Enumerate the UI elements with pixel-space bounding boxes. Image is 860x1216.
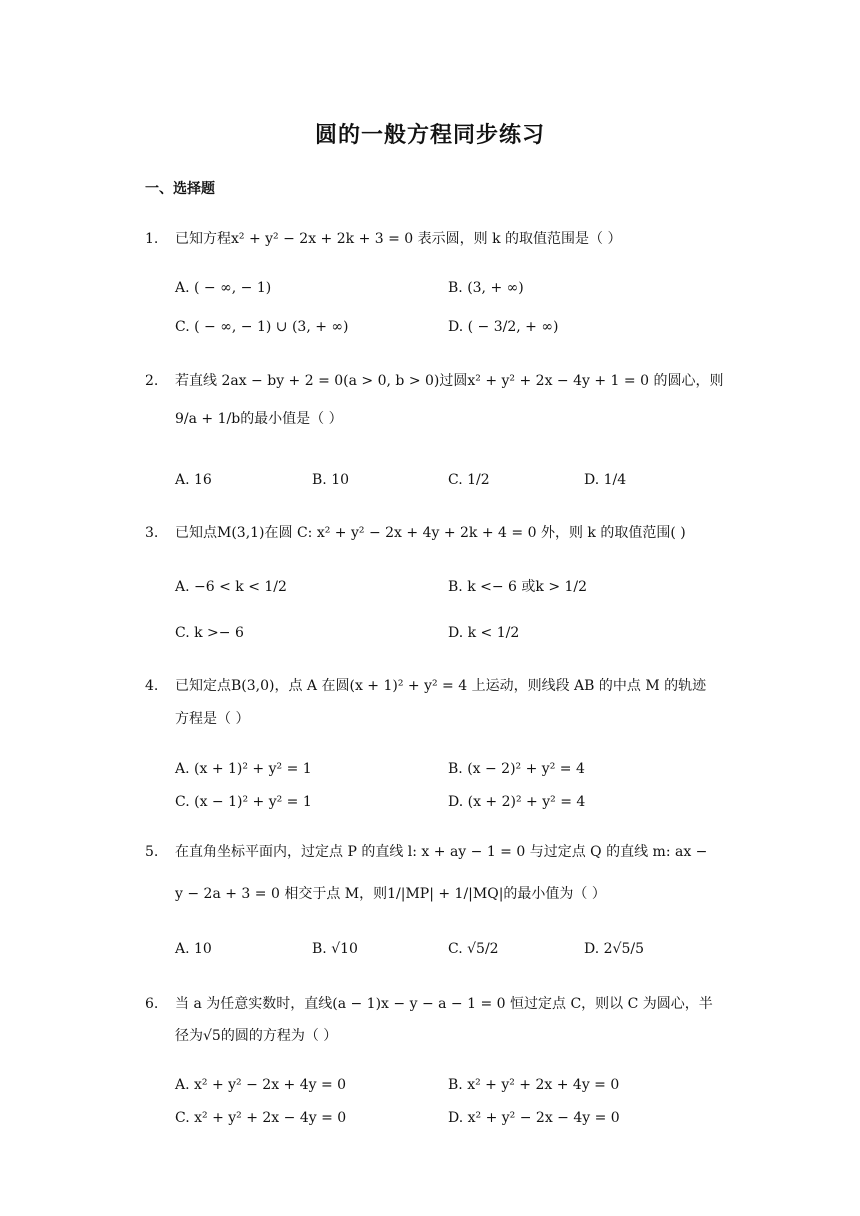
option-b: B. x² + y² + 2x + 4y = 0 (448, 1077, 620, 1093)
option-b: B. 10 (312, 472, 350, 488)
question-text: 已知方程x² + y² − 2x + 2k + 3 = 0 表示圆，则 k 的取值范围是（ ） (175, 231, 622, 247)
option-d: D. 1/4 (584, 472, 627, 488)
option-a: A. −6 < k < 1/2 (175, 579, 287, 595)
option-d: D. (x + 2)² + y² = 4 (448, 794, 586, 810)
question-text: 9/a + 1/b的最小值是（ ） (175, 411, 343, 427)
question-number: 1. (145, 231, 159, 247)
option-b: B. k <− 6 或k > 1/2 (448, 579, 588, 595)
option-a: A. 16 (175, 472, 212, 488)
option-d: D. 2√5/5 (584, 941, 644, 957)
option-c: C. x² + y² + 2x − 4y = 0 (175, 1110, 347, 1126)
question-number: 3. (145, 525, 159, 541)
question-text: 若直线 2ax − by + 2 = 0(a > 0, b > 0)过圆x² + y² + 2x − 4y + 1 = 0 的圆心，则 (175, 373, 724, 389)
option-c: C. √5/2 (448, 941, 499, 957)
question-text: 当 a 为任意实数时，直线(a − 1)x − y − a − 1 = 0 恒过定点 C，则以 C 为圆心，半 (175, 996, 713, 1012)
question-text: y − 2a + 3 = 0 相交于点 M，则1/|MP| + 1/|MQ|的最小值为（ ） (175, 886, 606, 902)
question-text: 径为√5的圆的方程为（ ） (175, 1028, 338, 1044)
option-c: C. ( − ∞, − 1) ∪ (3, + ∞) (175, 319, 349, 335)
option-c: C. (x − 1)² + y² = 1 (175, 794, 312, 810)
question-text: 方程是（ ） (175, 711, 250, 727)
option-d: D. ( − 3/2, + ∞) (448, 319, 559, 335)
section-heading: 一、选择题 (145, 181, 215, 197)
option-a: A. 10 (175, 941, 212, 957)
question-number: 2. (145, 373, 159, 389)
option-a: A. (x + 1)² + y² = 1 (175, 761, 312, 777)
option-b: B. √10 (312, 941, 358, 957)
page-title: 圆的一般方程同步练习 (314, 123, 545, 148)
question-number: 5. (145, 844, 159, 860)
question-number: 6. (145, 996, 159, 1012)
question-number: 4. (145, 678, 159, 694)
option-c: C. 1/2 (448, 472, 490, 488)
option-c: C. k >− 6 (175, 625, 244, 641)
option-b: B. (x − 2)² + y² = 4 (448, 761, 585, 777)
question-text: 已知定点B(3,0)，点 A 在圆(x + 1)² + y² = 4 上运动，则线段 AB 的中点 M 的轨迹 (175, 678, 707, 694)
option-a: A. x² + y² − 2x + 4y = 0 (175, 1077, 347, 1093)
option-b: B. (3, + ∞) (448, 280, 524, 296)
question-text: 在直角坐标平面内，过定点 P 的直线 l: x + ay − 1 = 0 与过定点 Q 的直线 m: ax − (175, 844, 708, 860)
option-a: A. ( − ∞, − 1) (175, 280, 272, 296)
option-d: D. k < 1/2 (448, 625, 520, 641)
option-d: D. x² + y² − 2x − 4y = 0 (448, 1110, 620, 1126)
question-text: 已知点M(3,1)在圆 C: x² + y² − 2x + 4y + 2k + 4 = 0 外，则 k 的取值范围( ) (175, 525, 686, 541)
